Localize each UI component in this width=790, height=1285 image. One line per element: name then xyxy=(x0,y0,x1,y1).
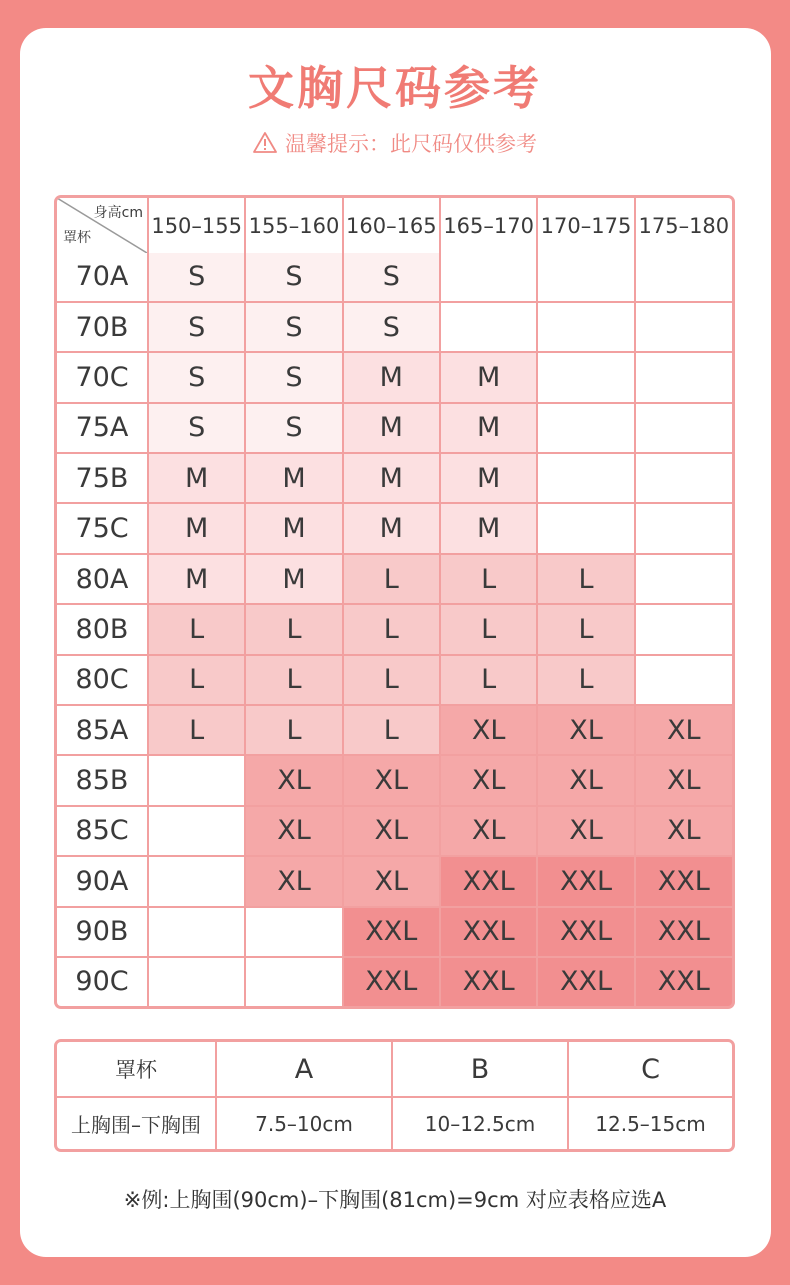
table-row xyxy=(57,604,732,654)
size-cell: XXL xyxy=(635,856,732,906)
page-title: 文胸尺码参考 xyxy=(248,61,542,115)
size-cell xyxy=(537,253,634,302)
size-cell: XL xyxy=(343,806,440,856)
size-cell: M xyxy=(245,453,342,503)
size-cell: XL xyxy=(537,806,634,856)
size-cell: L xyxy=(343,655,440,705)
size-cell: M xyxy=(440,352,537,402)
size-cell: XXL xyxy=(343,907,440,957)
cup-header-row xyxy=(57,1042,732,1097)
table-row xyxy=(57,352,732,402)
size-cell: M xyxy=(343,503,440,553)
size-cell: M xyxy=(343,453,440,503)
size-cell: XL xyxy=(635,806,732,856)
cup-header-label: 罩杯 xyxy=(57,1042,216,1097)
cup-a-diff: 7.5–10cm xyxy=(216,1097,392,1149)
size-cell xyxy=(148,907,245,957)
cup-size-label: 75C xyxy=(57,503,148,553)
size-cell: XL xyxy=(440,705,537,755)
size-cell xyxy=(635,554,732,604)
warning-icon xyxy=(253,131,277,155)
cup-size-label: 75A xyxy=(57,403,148,453)
size-cell: M xyxy=(245,554,342,604)
cup-axis-label: 罩杯 xyxy=(63,230,91,246)
size-cell: L xyxy=(148,655,245,705)
size-cell: S xyxy=(245,403,342,453)
cup-size-label: 70B xyxy=(57,302,148,352)
cup-size-label: 75B xyxy=(57,453,148,503)
size-cell xyxy=(148,957,245,1006)
cup-size-label: 85A xyxy=(57,705,148,755)
height-header: 170–175 xyxy=(537,198,634,253)
table-row xyxy=(57,957,732,1006)
table-row xyxy=(57,503,732,553)
size-cell xyxy=(148,755,245,805)
cup-diff-row xyxy=(57,1097,732,1149)
size-cell: L xyxy=(537,655,634,705)
size-cell xyxy=(635,453,732,503)
cup-size-label: 85B xyxy=(57,755,148,805)
size-cell xyxy=(635,403,732,453)
table-row xyxy=(57,806,732,856)
size-cell: L xyxy=(537,554,634,604)
size-cell: M xyxy=(440,453,537,503)
size-cell: M xyxy=(343,352,440,402)
size-cell: XXL xyxy=(537,907,634,957)
table-row xyxy=(57,453,732,503)
example-note: ※例:上胸围(90cm)–下胸围(81cm)=9cm 对应表格应选A xyxy=(123,1188,667,1212)
size-cell: XL xyxy=(635,705,732,755)
size-cell: L xyxy=(148,705,245,755)
cup-size-label: 70A xyxy=(57,253,148,302)
height-header: 155–160 xyxy=(245,198,342,253)
size-cell: XXL xyxy=(537,856,634,906)
size-cell xyxy=(245,907,342,957)
size-cell: M xyxy=(440,403,537,453)
size-cell: S xyxy=(148,403,245,453)
size-cell: XL xyxy=(440,755,537,805)
size-cell: XL xyxy=(245,806,342,856)
cup-b-label: B xyxy=(392,1042,568,1097)
size-cell: XL xyxy=(245,755,342,805)
height-header: 175–180 xyxy=(635,198,732,253)
size-cell xyxy=(537,453,634,503)
cup-size-label: 80C xyxy=(57,655,148,705)
cup-size-label: 70C xyxy=(57,352,148,402)
cup-difference-table xyxy=(54,1039,735,1152)
cup-size-label: 80A xyxy=(57,554,148,604)
size-cell: S xyxy=(148,253,245,302)
table-row xyxy=(57,705,732,755)
size-cell: XL xyxy=(343,856,440,906)
size-cell xyxy=(635,302,732,352)
size-cell xyxy=(635,604,732,654)
size-cell: XXL xyxy=(537,957,634,1006)
size-cell xyxy=(440,253,537,302)
size-cell: XL xyxy=(537,705,634,755)
size-cell xyxy=(148,806,245,856)
height-header: 150–155 xyxy=(148,198,245,253)
size-cell: XL xyxy=(635,755,732,805)
size-cell xyxy=(635,253,732,302)
size-cell: M xyxy=(245,503,342,553)
size-cell xyxy=(537,352,634,402)
size-cell: L xyxy=(148,604,245,654)
cup-size-label: 90C xyxy=(57,957,148,1006)
size-cell: L xyxy=(245,655,342,705)
height-header: 160–165 xyxy=(343,198,440,253)
table-row xyxy=(57,907,732,957)
table-corner-header xyxy=(57,198,148,253)
cup-size-label: 90B xyxy=(57,907,148,957)
tip-text: 温馨提示：此尺码仅供参考 xyxy=(285,132,537,156)
size-cell: L xyxy=(440,554,537,604)
cup-c-label: C xyxy=(568,1042,732,1097)
size-cell xyxy=(440,302,537,352)
diff-label: 上胸围–下胸围 xyxy=(57,1097,216,1149)
size-cell: S xyxy=(148,352,245,402)
size-cell: XL xyxy=(440,806,537,856)
table-row xyxy=(57,856,732,906)
height-header: 165–170 xyxy=(440,198,537,253)
size-cell: XL xyxy=(343,755,440,805)
size-cell: M xyxy=(148,554,245,604)
size-cell: M xyxy=(148,503,245,553)
size-cell xyxy=(635,503,732,553)
table-row xyxy=(57,403,732,453)
size-cell: S xyxy=(245,302,342,352)
size-cell: XXL xyxy=(440,957,537,1006)
size-cell: XXL xyxy=(440,856,537,906)
cup-size-label: 80B xyxy=(57,604,148,654)
size-cell: S xyxy=(245,352,342,402)
tip-row xyxy=(0,128,790,158)
size-cell: S xyxy=(343,253,440,302)
size-cell xyxy=(537,302,634,352)
size-cell: S xyxy=(148,302,245,352)
table-row xyxy=(57,755,732,805)
size-cell: L xyxy=(343,705,440,755)
size-cell xyxy=(537,503,634,553)
size-cell: L xyxy=(245,604,342,654)
size-cell xyxy=(148,856,245,906)
cup-size-label: 85C xyxy=(57,806,148,856)
size-cell: L xyxy=(440,604,537,654)
size-cell xyxy=(537,403,634,453)
size-cell: M xyxy=(343,403,440,453)
table-row xyxy=(57,554,732,604)
size-cell: L xyxy=(440,655,537,705)
size-cell: S xyxy=(245,253,342,302)
size-cell: S xyxy=(343,302,440,352)
table-row xyxy=(57,302,732,352)
height-axis-label: 身高cm xyxy=(93,205,143,221)
size-cell xyxy=(245,957,342,1006)
cup-a-label: A xyxy=(216,1042,392,1097)
size-cell: L xyxy=(245,705,342,755)
size-cell: M xyxy=(440,503,537,553)
size-cell: L xyxy=(537,604,634,654)
table-row xyxy=(57,253,732,302)
size-cell xyxy=(635,655,732,705)
cup-size-label: 90A xyxy=(57,856,148,906)
size-cell: L xyxy=(343,554,440,604)
size-table xyxy=(54,195,735,1009)
cup-b-diff: 10–12.5cm xyxy=(392,1097,568,1149)
cup-c-diff: 12.5–15cm xyxy=(568,1097,732,1149)
size-cell: XXL xyxy=(635,957,732,1006)
size-cell: XXL xyxy=(343,957,440,1006)
size-cell: XL xyxy=(537,755,634,805)
size-cell xyxy=(635,352,732,402)
table-row xyxy=(57,655,732,705)
size-cell: L xyxy=(343,604,440,654)
size-cell: XXL xyxy=(635,907,732,957)
size-cell: M xyxy=(148,453,245,503)
size-cell: XXL xyxy=(440,907,537,957)
size-cell: XL xyxy=(245,856,342,906)
